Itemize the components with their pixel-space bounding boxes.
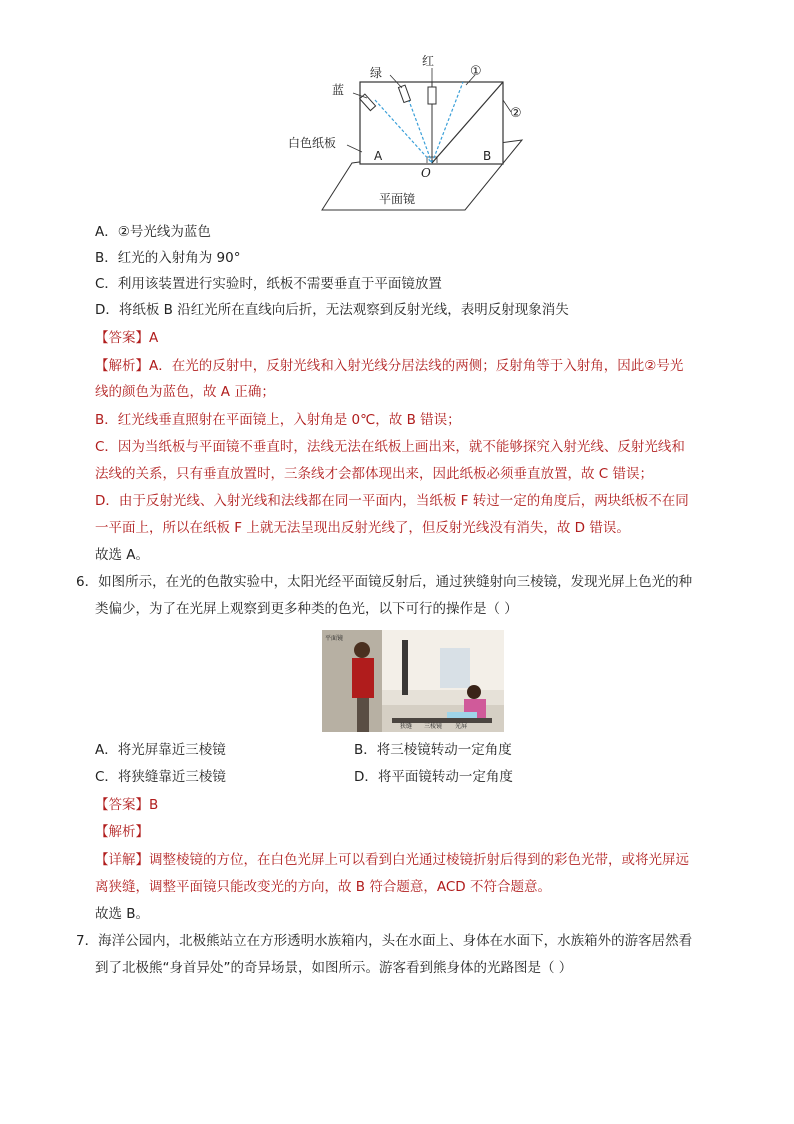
q5-analysis-line-5: 法线的关系，只有垂直放置时，三条线才会都体现出来，因此纸板必须垂直放置，故 C 错误； xyxy=(95,466,654,482)
q6-option-a: A．将光屏靠近三棱镜 xyxy=(95,742,226,758)
a-label: A xyxy=(374,149,383,163)
q5-analysis-line-4: C．因为当纸板与平面镜不垂直时，法线无法在纸板上画出来，就不能够探究入射光线、反射光线和 xyxy=(95,439,685,455)
photo-mirror-label: 平面镜 xyxy=(325,635,344,642)
q6-stem-line-2: 类偏少，为了在光屏上观察到更多种类的色光，以下可行的操作是（ ） xyxy=(95,601,518,617)
b-label: B xyxy=(483,149,492,163)
blue-label: 蓝 xyxy=(332,83,345,97)
q6-answer: 【答案】B xyxy=(95,797,159,813)
q6-detail-line-2: 离狭缝，调整平面镜只能改变光的方向，故 B 符合题意，ACD 不符合题意。 xyxy=(95,879,551,895)
red-laser xyxy=(428,87,436,104)
q7-stem-line-2: 到了北极熊“身首异处”的奇异场景，如图所示。游客看到熊身体的光路图是（ ） xyxy=(95,960,573,976)
board-label: 白色纸板 xyxy=(288,136,337,150)
q5-answer: 【答案】A xyxy=(95,330,159,346)
q5-analysis-line-6: D．由于反射光线、入射光线和法线都在同一平面内，当纸板 F 转过一定的角度后，两块纸板不在同 xyxy=(95,493,689,509)
q5-option-b: B．红光的入射角为 90° xyxy=(95,250,241,266)
q5-option-d: D．将纸板 B 沿红光所在直线向后折，无法观察到反射光线，表明反射现象消失 xyxy=(95,302,569,318)
photo-illustration xyxy=(322,630,504,732)
q6-option-d: D．将平面镜转动一定角度 xyxy=(354,769,513,785)
q6-option-c: C．将狭缝靠近三棱镜 xyxy=(95,769,226,785)
q5-analysis-line-1: 【解析】A．在光的反射中，反射光线和入射光线分居法线的两侧；反射角等于入射角，因此②号光 xyxy=(95,358,684,374)
mirror-label: 平面镜 xyxy=(379,192,416,206)
q7-stem-line-1: 7．海洋公园内，北极熊站立在方形透明水族箱内，头在水面上、身体在水面下，水族箱外的游客居然看 xyxy=(76,933,693,949)
ray1-label: ① xyxy=(470,64,482,79)
photo-screen-label: 光屏 xyxy=(455,723,468,730)
q6-option-b: B．将三棱镜转动一定角度 xyxy=(354,742,512,758)
q5-analysis-line-3: B．红光线垂直照射在平面镜上，入射角是 0℃，故 B 错误； xyxy=(95,412,461,428)
q6-stem-line-1: 6．如图所示，在光的色散实验中，太阳光经平面镜反射后，通过狭缝射向三棱镜，发现光屏上色光的种 xyxy=(76,574,693,590)
q6-detail-line-1: 【详解】调整棱镜的方位，在白色光屏上可以看到白光通过棱镜折射后得到的彩色光带，或将光屏远 xyxy=(95,852,689,868)
green-label: 绿 xyxy=(370,66,383,80)
q5-option-a: A．②号光线为蓝色 xyxy=(95,224,211,240)
red-label: 红 xyxy=(422,54,435,68)
q5-analysis-line-2: 线的颜色为蓝色，故 A 正确； xyxy=(95,384,275,400)
ray2-label: ② xyxy=(510,106,522,121)
reflection-diagram xyxy=(280,50,540,215)
dispersion-experiment-photo xyxy=(322,630,504,732)
o-label: O xyxy=(421,166,431,180)
q5-conclusion: 故选 A。 xyxy=(95,547,150,563)
q5-analysis-line-7: 一平面上，所以在纸板 F 上就无法呈现出反射光线了，但反射光线没有消失，故 D 错误。 xyxy=(95,520,630,536)
photo-prism-label: 三棱镜 xyxy=(424,723,443,730)
q5-option-c: C．利用该装置进行实验时，纸板不需要垂直于平面镜放置 xyxy=(95,276,442,292)
photo-slit-label: 狭缝 xyxy=(400,723,413,730)
q6-analysis-title: 【解析】 xyxy=(95,824,149,840)
q6-conclusion: 故选 B。 xyxy=(95,906,150,922)
